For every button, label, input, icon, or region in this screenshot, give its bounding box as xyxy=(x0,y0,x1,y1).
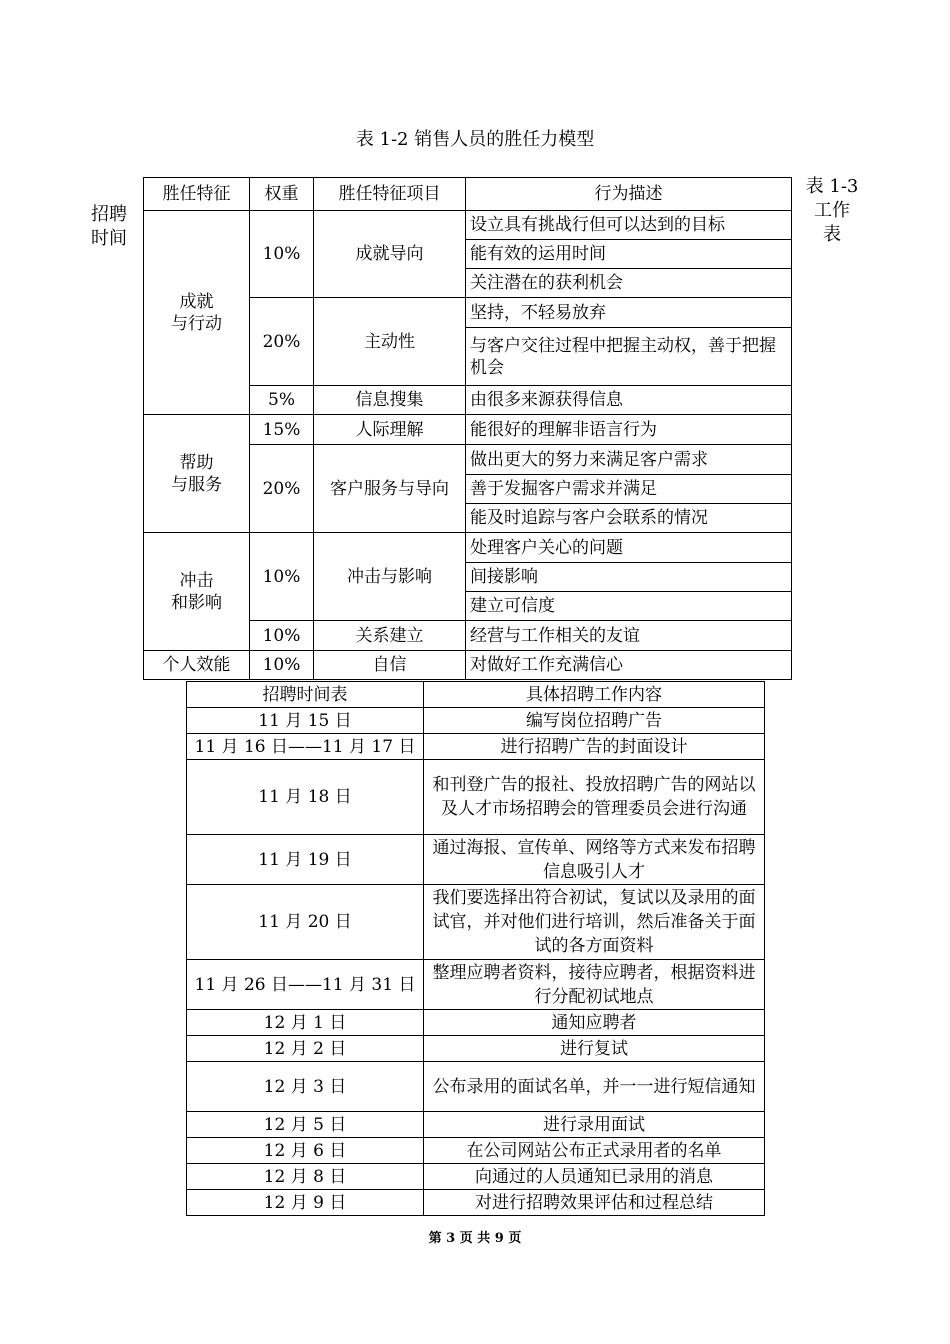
date-cell: 12 月 5 日 xyxy=(187,1112,424,1138)
behavior-cell: 设立具有挑战行但可以达到的目标 xyxy=(466,211,792,240)
behavior-cell: 坚持，不轻易放弃 xyxy=(466,298,792,328)
content-cell: 向通过的人员通知已录用的消息 xyxy=(424,1164,765,1190)
competency-model-table xyxy=(143,177,792,680)
behavior-cell: 间接影响 xyxy=(466,563,792,592)
header-schedule: 招聘时间表 xyxy=(187,682,424,708)
behavior-cell: 能有效的运用时间 xyxy=(466,240,792,269)
side-right-line3: 表 xyxy=(823,224,841,245)
table-row xyxy=(144,533,792,563)
table-1-2-title: 表 1-2 销售人员的胜任力模型 xyxy=(355,129,595,150)
date-cell: 11 月 15 日 xyxy=(187,708,424,734)
table-row xyxy=(187,760,765,835)
header-item: 胜任特征项目 xyxy=(314,178,466,211)
item-cell: 成就导向 xyxy=(314,211,466,298)
item-cell: 人际理解 xyxy=(314,415,466,445)
feature-cell xyxy=(144,415,250,533)
weight-cell: 10% xyxy=(250,533,314,621)
table-row xyxy=(187,1010,765,1036)
table-header-row xyxy=(144,178,792,211)
weight-cell: 10% xyxy=(250,211,314,298)
weight-cell: 5% xyxy=(250,386,314,415)
table-row xyxy=(187,960,765,1010)
content-cell: 在公司网站公布正式录用者的名单 xyxy=(424,1138,765,1164)
table-row xyxy=(144,415,792,445)
date-cell: 12 月 9 日 xyxy=(187,1190,424,1216)
behavior-cell: 与客户交往过程中把握主动权，善于把握机会 xyxy=(466,328,792,386)
behavior-cell: 善于发掘客户需求并满足 xyxy=(466,475,792,504)
date-cell: 11 月 16 日——11 月 17 日 xyxy=(187,734,424,760)
behavior-cell: 经营与工作相关的友谊 xyxy=(466,621,792,651)
item-cell: 信息搜集 xyxy=(314,386,466,415)
content-cell: 通知应聘者 xyxy=(424,1010,765,1036)
content-cell: 我们要选择出符合初试，复试以及录用的面试官，并对他们进行培训，然后准备关于面试的各方面资料 xyxy=(424,885,765,960)
feature-line: 冲击 xyxy=(179,570,214,591)
table-row xyxy=(187,1036,765,1062)
content-cell: 进行复试 xyxy=(424,1036,765,1062)
content-cell: 进行录用面试 xyxy=(424,1112,765,1138)
item-cell: 关系建立 xyxy=(314,621,466,651)
date-cell: 11 月 26 日——11 月 31 日 xyxy=(187,960,424,1010)
recruitment-schedule-table xyxy=(186,681,765,1216)
feature-cell: 个人效能 xyxy=(144,651,250,680)
side-left-line2: 时间 xyxy=(91,228,127,249)
item-cell: 冲击与影响 xyxy=(314,533,466,621)
table-row xyxy=(187,1112,765,1138)
behavior-cell: 能很好的理解非语言行为 xyxy=(466,415,792,445)
date-cell: 11 月 20 日 xyxy=(187,885,424,960)
table-row xyxy=(144,651,792,680)
behavior-cell: 由很多来源获得信息 xyxy=(466,386,792,415)
weight-cell: 10% xyxy=(250,651,314,680)
behavior-cell: 能及时追踪与客户会联系的情况 xyxy=(466,504,792,533)
feature-cell xyxy=(144,211,250,415)
header-feature: 胜任特征 xyxy=(144,178,250,211)
behavior-cell: 建立可信度 xyxy=(466,592,792,621)
header-behavior: 行为描述 xyxy=(466,178,792,211)
table-header-row xyxy=(187,682,765,708)
date-cell: 12 月 6 日 xyxy=(187,1138,424,1164)
side-left-line1: 招聘 xyxy=(91,204,127,225)
weight-cell: 15% xyxy=(250,415,314,445)
feature-line: 帮助 xyxy=(179,452,214,473)
date-cell: 11 月 18 日 xyxy=(187,760,424,835)
date-cell: 11 月 19 日 xyxy=(187,835,424,885)
side-label-table-1-3 xyxy=(800,175,864,247)
table-row xyxy=(187,1164,765,1190)
item-cell: 自信 xyxy=(314,651,466,680)
behavior-cell: 处理客户关心的问题 xyxy=(466,533,792,563)
feature-line: 和影响 xyxy=(171,592,222,613)
table-row xyxy=(187,734,765,760)
table-row xyxy=(187,1138,765,1164)
item-cell: 客户服务与导向 xyxy=(314,445,466,533)
table-row xyxy=(187,1062,765,1112)
content-cell: 通过海报、宣传单、网络等方式来发布招聘信息吸引人才 xyxy=(424,835,765,885)
table-row xyxy=(187,1190,765,1216)
content-cell: 公布录用的面试名单，并一一进行短信通知 xyxy=(424,1062,765,1112)
header-weight: 权重 xyxy=(250,178,314,211)
header-content: 具体招聘工作内容 xyxy=(424,682,765,708)
content-cell: 对进行招聘效果评估和过程总结 xyxy=(424,1190,765,1216)
feature-line: 与行动 xyxy=(171,313,222,334)
side-right-line2: 工作 xyxy=(814,200,850,221)
table-row xyxy=(187,708,765,734)
feature-line: 成就 xyxy=(179,291,214,312)
content-cell: 编写岗位招聘广告 xyxy=(424,708,765,734)
table-row xyxy=(144,211,792,240)
behavior-cell: 对做好工作充满信心 xyxy=(466,651,792,680)
content-cell: 进行招聘广告的封面设计 xyxy=(424,734,765,760)
item-cell: 主动性 xyxy=(314,298,466,386)
side-label-recruitment-time xyxy=(84,203,134,251)
page-number-footer: 第 3 页 共 9 页 xyxy=(428,1231,522,1246)
date-cell: 12 月 1 日 xyxy=(187,1010,424,1036)
date-cell: 12 月 8 日 xyxy=(187,1164,424,1190)
feature-cell xyxy=(144,533,250,651)
content-cell: 整理应聘者资料，接待应聘者，根据资料进行分配初试地点 xyxy=(424,960,765,1010)
table-row xyxy=(187,885,765,960)
side-right-line1: 表 1-3 xyxy=(805,176,859,197)
table-row xyxy=(187,835,765,885)
behavior-cell: 做出更大的努力来满足客户需求 xyxy=(466,445,792,475)
feature-line: 与服务 xyxy=(171,474,222,495)
weight-cell: 20% xyxy=(250,298,314,386)
weight-cell: 10% xyxy=(250,621,314,651)
weight-cell: 20% xyxy=(250,445,314,533)
date-cell: 12 月 3 日 xyxy=(187,1062,424,1112)
behavior-cell: 关注潜在的获利机会 xyxy=(466,269,792,298)
content-cell: 和刊登广告的报社、投放招聘广告的网站以及人才市场招聘会的管理委员会进行沟通 xyxy=(424,760,765,835)
date-cell: 12 月 2 日 xyxy=(187,1036,424,1062)
